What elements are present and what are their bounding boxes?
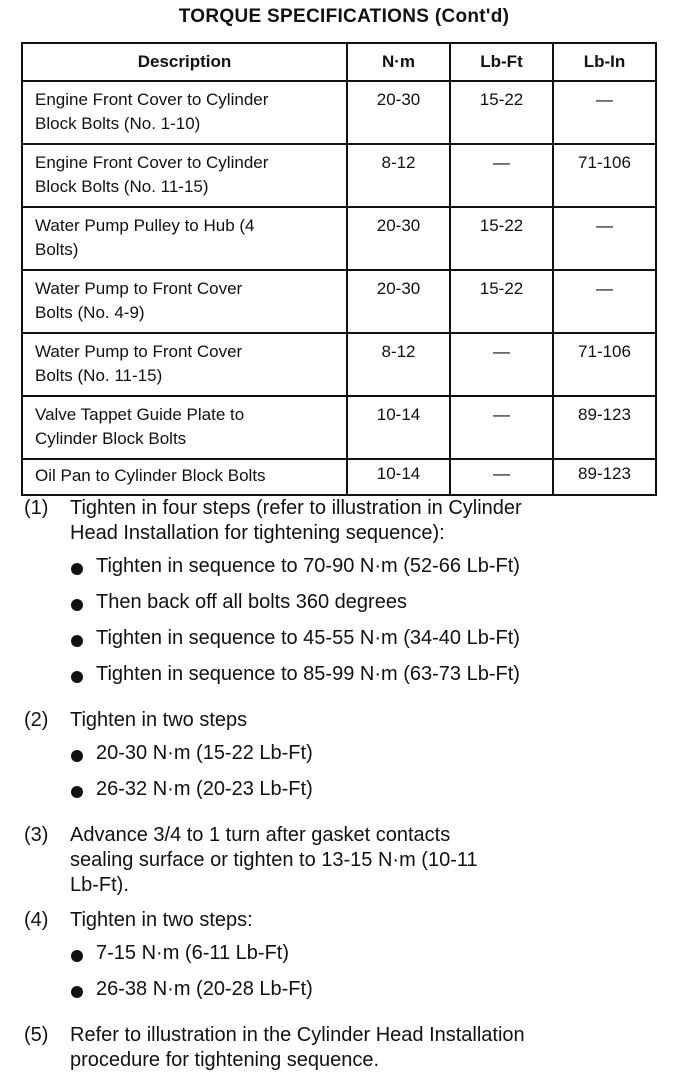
footnote-number: (3) [24,824,49,846]
bullet-item: Tighten in sequence to 70-90 N·m (52-66 Lb-Ft) [24,554,664,590]
header-lbft: Lb-Ft [450,43,553,81]
bullet-icon [71,635,83,647]
table-header-row [22,43,656,81]
footnote-2 [24,708,664,813]
footnote-text: Advance 3/4 to 1 turn after gasket contacts sealing surface or tighten to 13-15 N·m (10-11 Lb-Ft). [70,824,478,896]
footnotes [24,496,664,1083]
row-description: Valve Tappet Guide Plate to Cylinder Block Bolts [22,396,347,459]
bullet-item: 7-15 N·m (6-11 Lb-Ft) [24,941,664,977]
table-row [22,333,656,396]
bullet-list [24,554,664,698]
row-lbft: — [450,396,553,459]
row-lbft: — [450,144,553,207]
footnote-number: (4) [24,909,49,931]
footnote-5 [24,1023,664,1073]
footnote-text: Tighten in two steps: [70,909,253,931]
torque-spec-table [21,42,657,496]
row-lbft: 15-22 [450,207,553,270]
row-lbin: — [553,270,656,333]
bullet-item: 26-38 N·m (20-28 Lb-Ft) [24,977,664,1013]
bullet-icon [71,786,83,798]
row-nm: 20-30 [347,207,450,270]
bullet-item: 20-30 N·m (15-22 Lb-Ft) [24,741,664,777]
header-description: Description [22,43,347,81]
row-description: Water Pump to Front Cover Bolts (No. 11-15) [22,333,347,396]
table-row [22,459,656,495]
footnote-1 [24,496,664,698]
footnote-text: Refer to illustration in the Cylinder Head Installation procedure for tightening sequence. [70,1024,525,1071]
footnote-number: (2) [24,709,49,731]
bullet-item: Then back off all bolts 360 degrees [24,590,664,626]
header-nm: N·m [347,43,450,81]
table-row [22,207,656,270]
table-row [22,144,656,207]
bullet-icon [71,563,83,575]
footnote-number: (5) [24,1024,49,1046]
row-lbft: — [450,459,553,495]
header-lbin: Lb-In [553,43,656,81]
row-description: Engine Front Cover to Cylinder Block Bolts (No. 11-15) [22,144,347,207]
row-nm: 20-30 [347,270,450,333]
row-lbft: 15-22 [450,270,553,333]
row-description: Water Pump to Front Cover Bolts (No. 4-9) [22,270,347,333]
table-row [22,396,656,459]
bullet-icon [71,750,83,762]
row-nm: 8-12 [347,144,450,207]
footnote-text: Tighten in two steps [70,709,248,731]
row-lbin: 71-106 [553,333,656,396]
bullet-icon [71,986,83,998]
row-nm: 8-12 [347,333,450,396]
row-description: Engine Front Cover to Cylinder Block Bolts (No. 1-10) [22,81,347,144]
bullet-list [24,941,664,1013]
row-lbin: — [553,81,656,144]
row-description: Water Pump Pulley to Hub (4 Bolts) [22,207,347,270]
row-nm: 10-14 [347,396,450,459]
footnote-number: (1) [24,497,49,519]
bullet-item: Tighten in sequence to 85-99 N·m (63-73 Lb-Ft) [24,662,664,698]
page-title: TORQUE SPECIFICATIONS (Cont'd) [178,6,510,27]
bullet-item: Tighten in sequence to 45-55 N·m (34-40 Lb-Ft) [24,626,664,662]
row-lbin: — [553,207,656,270]
footnote-4 [24,908,664,1013]
bullet-icon [71,671,83,683]
row-lbin: 89-123 [553,459,656,495]
bullet-icon [71,950,83,962]
footnote-3 [24,823,664,898]
row-lbft: 15-22 [450,81,553,144]
row-lbin: 89-123 [553,396,656,459]
footnote-text: Tighten in four steps (refer to illustration in Cylinder Head Installation for tightening sequence): [70,497,522,544]
bullet-icon [71,599,83,611]
row-lbin: 71-106 [553,144,656,207]
table-row [22,81,656,144]
bullet-item: 26-32 N·m (20-23 Lb-Ft) [24,777,664,813]
row-description: Oil Pan to Cylinder Block Bolts [22,459,347,495]
bullet-list [24,741,664,813]
row-nm: 20-30 [347,81,450,144]
table-row [22,270,656,333]
row-nm: 10-14 [347,459,450,495]
row-lbft: — [450,333,553,396]
